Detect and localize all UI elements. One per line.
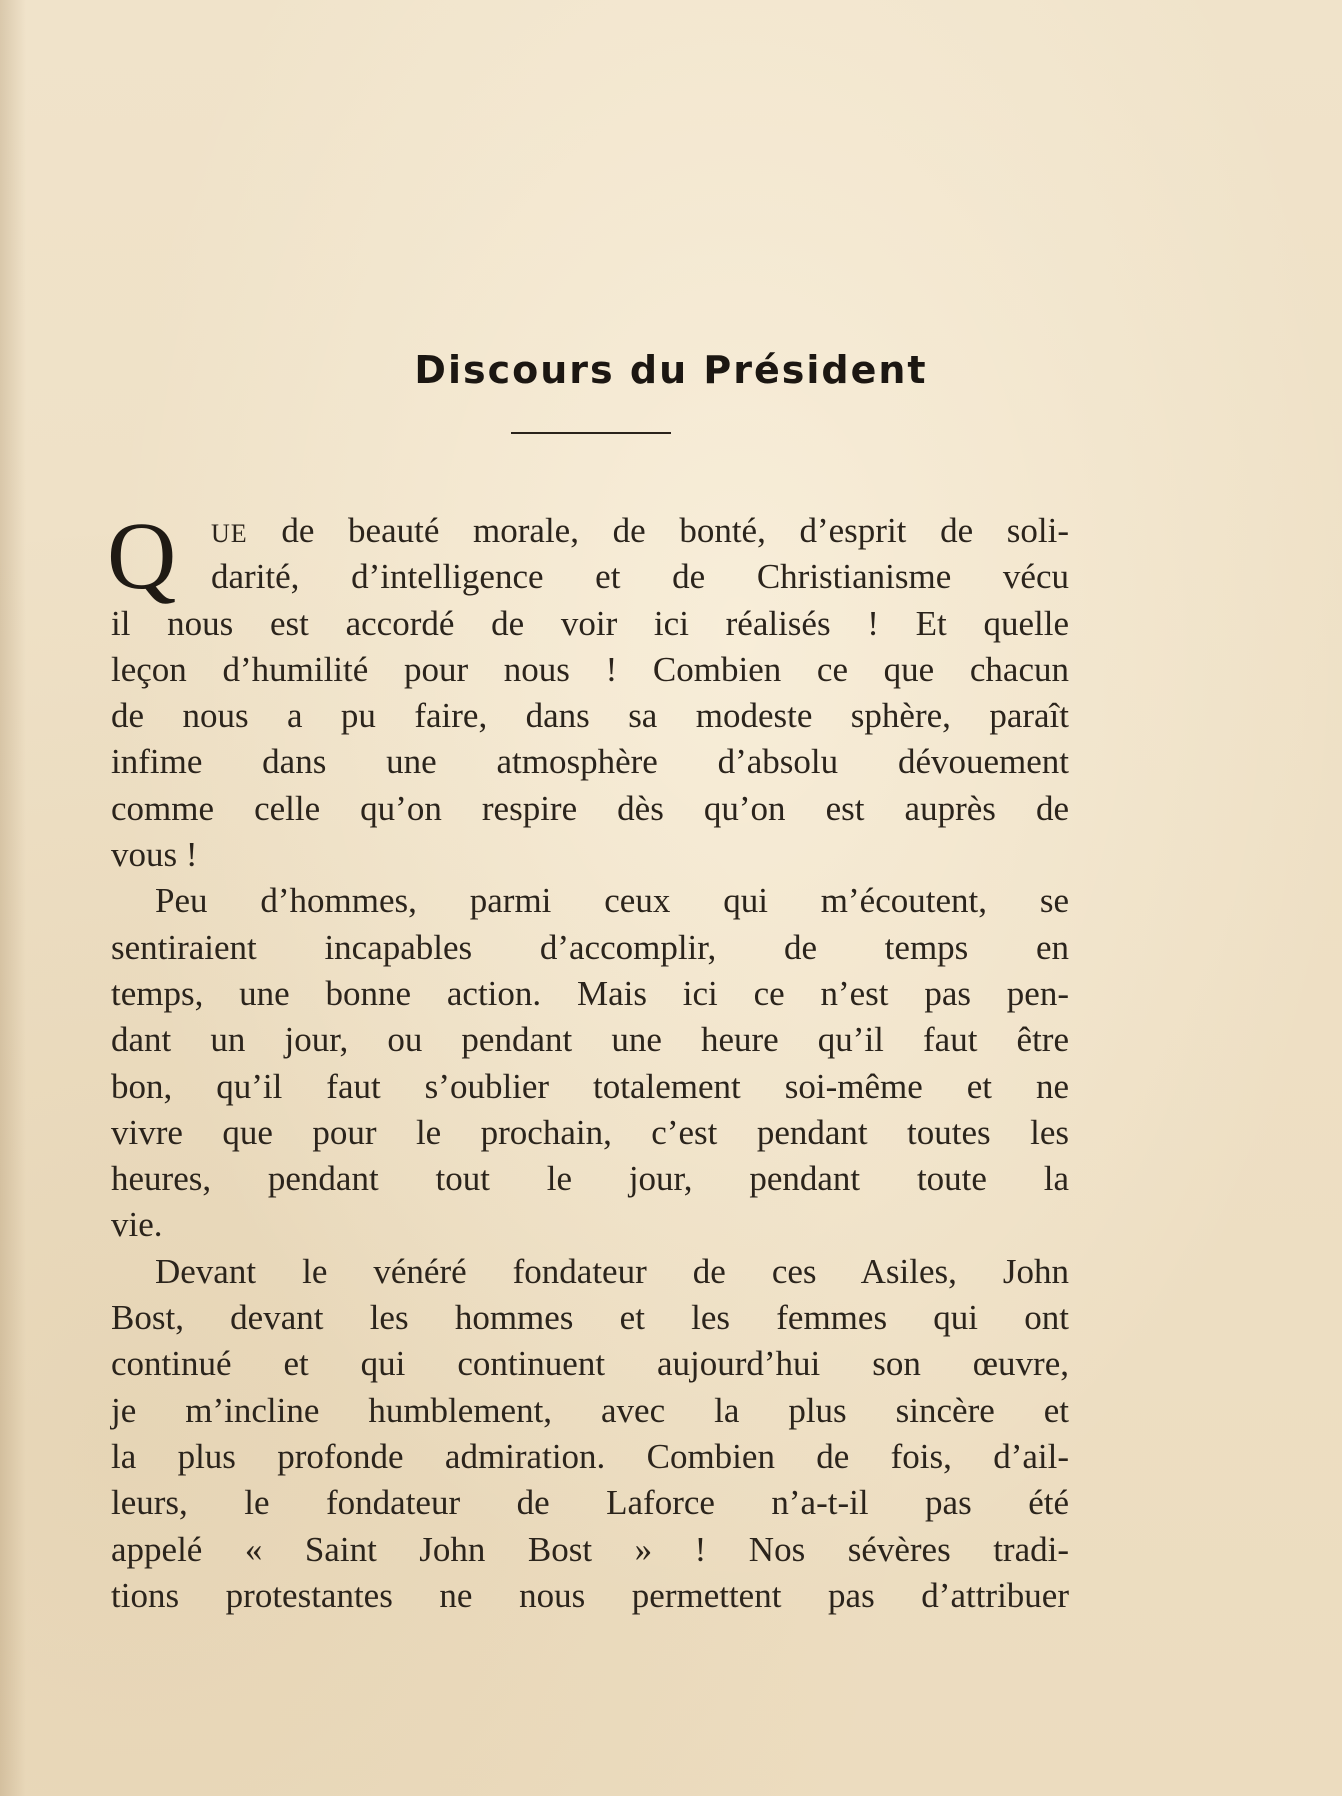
page-title: Discours du Président [414,348,928,392]
text-line: bon, qu’il faut s’oublier totalement soi-même et ne [111,1066,1069,1106]
text-line: vie. [111,1205,163,1245]
text-line: continué et qui continuent aujourd’hui son œuvre, [111,1344,1069,1384]
text-line-content: de beauté morale, de bonté, d’esprit de soli- [247,511,1069,550]
text-line: leçon d’humilité pour nous ! Combien ce que chacun [111,649,1069,689]
text-line: appelé « Saint John Bost » ! Nos sévères tradi- [111,1529,1069,1569]
title-divider [511,432,671,434]
text-line: vivre que pour le prochain, c’est pendant toutes les [111,1112,1069,1152]
text-line: la plus profonde admiration. Combien de fois, d’ail- [111,1436,1069,1476]
text-line: tions protestantes ne nous permettent pas d’attribuer [111,1575,1069,1615]
text-line: Peu d’hommes, parmi ceux qui m’écoutent, se [155,881,1069,921]
text-line [111,508,1069,554]
drop-cap: Q [107,502,177,609]
first-paragraph-opening [107,502,1069,609]
text-line: dant un jour, ou pendant une heure qu’il faut être [111,1020,1069,1060]
text-line: Bost, devant les hommes et les femmes qui ont [111,1298,1069,1338]
text-line: darité, d’intelligence et de Christianisme vécu [211,557,1069,597]
small-caps-word: UE [211,519,248,548]
text-line: Devant le vénéré fondateur de ces Asiles, John [155,1251,1069,1291]
text-line: infime dans une atmosphère d’absolu dévouement [111,742,1069,782]
text-line: comme celle qu’on respire dès qu’on est auprès de [111,788,1069,828]
text-line: de nous a pu faire, dans sa modeste sphère, paraît [111,696,1069,736]
text-line: temps, une bonne action. Mais ici ce n’est pas pen- [111,973,1069,1013]
text-line: vous ! [111,835,198,875]
page-edge-shadow [0,0,26,1796]
text-line: il nous est accordé de voir ici réalisés ! Et quelle [111,603,1069,643]
text-line: leurs, le fondateur de Laforce n’a-t-il pas été [111,1483,1069,1523]
text-line: heures, pendant tout le jour, pendant toute la [111,1159,1069,1199]
text-line: je m’incline humblement, avec la plus sincère et [111,1390,1069,1430]
body-text [107,502,1069,1619]
text-line: sentiraient incapables d’accomplir, de temps en [111,927,1069,967]
